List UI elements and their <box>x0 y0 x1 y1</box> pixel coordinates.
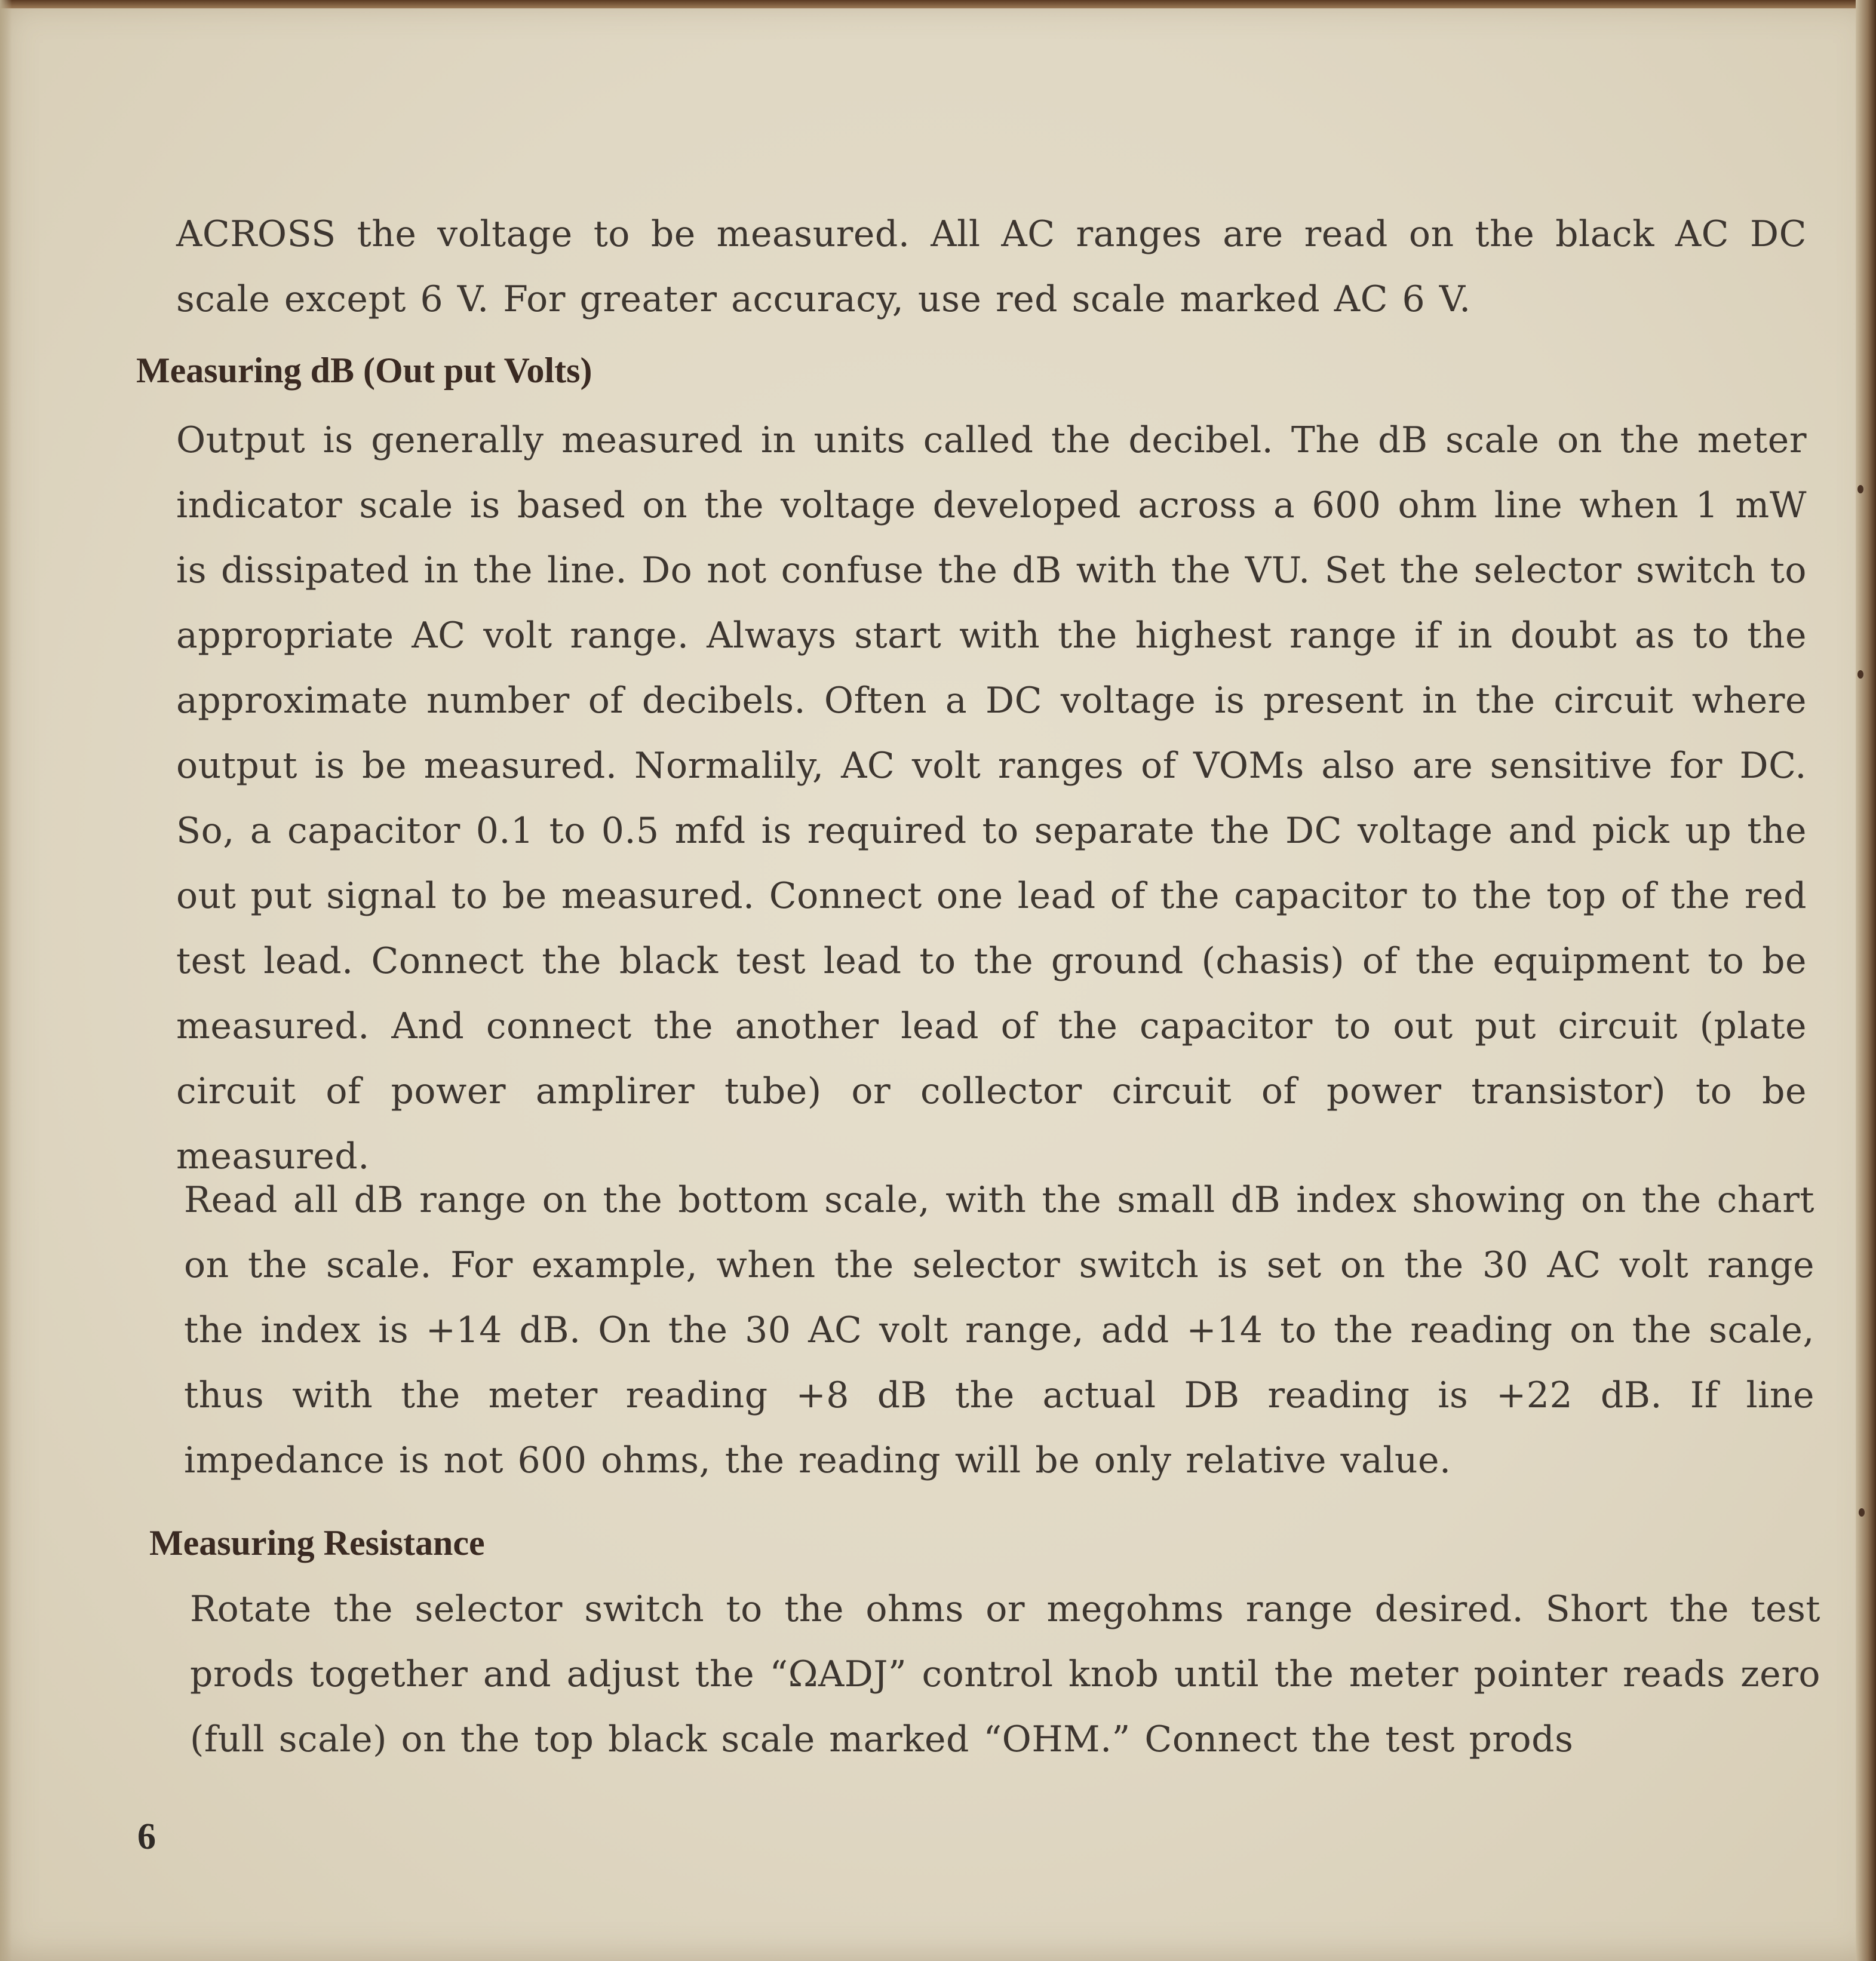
page-number: 6 <box>137 1816 156 1857</box>
paragraph-output-decibel: Output is generally measured in units called the decibel. The dB scale on the meter indicator scale is based on the voltage developed across a 600 ohm line when 1 mW is dissipated in the line. Do not confuse the dB with the VU. Set the selector switch to appropriate AC volt range. Always start with the highest range if in doubt as to the approximate number of decibels. Often a DC voltage is present in the circuit where output is be measured. Normalily, AC volt ranges of VOMs also are sensitive for DC. So, a capacitor 0.1 to 0.5 mfd is required to separate the DC voltage and pick up the out put signal to be measured. Connect one lead of the capacitor to the top of the red test lead. Connect the black test lead to the ground (chasis) of the equipment to be measured. And connect the another lead of the capacitor to out put circuit (plate circuit of power amplirer tube) or collector circuit of power transistor) to be measured. <box>176 419 1807 1177</box>
heading-measuring-resistance: Measuring Resistance <box>149 1523 485 1563</box>
paragraph-across-voltage: ACROSS the voltage to be measured. All AC ranges are read on the black AC DC scale except 6 V. For greater accuracy, use red scale marked AC 6 V. <box>176 213 1807 320</box>
heading-measuring-db: Measuring dB (Out put Volts) <box>136 351 592 390</box>
paragraph-read-db-range: Read all dB range on the bottom scale, with the small dB index showing on the chart on the scale. For example, when the selector switch is set on the 30 AC volt range the index is +14 dB. On the 30 AC volt range, add +14 to the reading on the scale, thus with the meter reading +8 dB the actual DB reading is +22 dB. If line impedance is not 600 ohms, the reading will be only relative value. <box>184 1179 1814 1481</box>
paragraph-rotate-selector: Rotate the selector switch to the ohms or megohms range desired. Short the test prods together and adjust the “ΩADJ” control knob until the meter pointer reads zero (full scale) on the top black scale marked “OHM.” Connect the test prods <box>190 1588 1820 1760</box>
